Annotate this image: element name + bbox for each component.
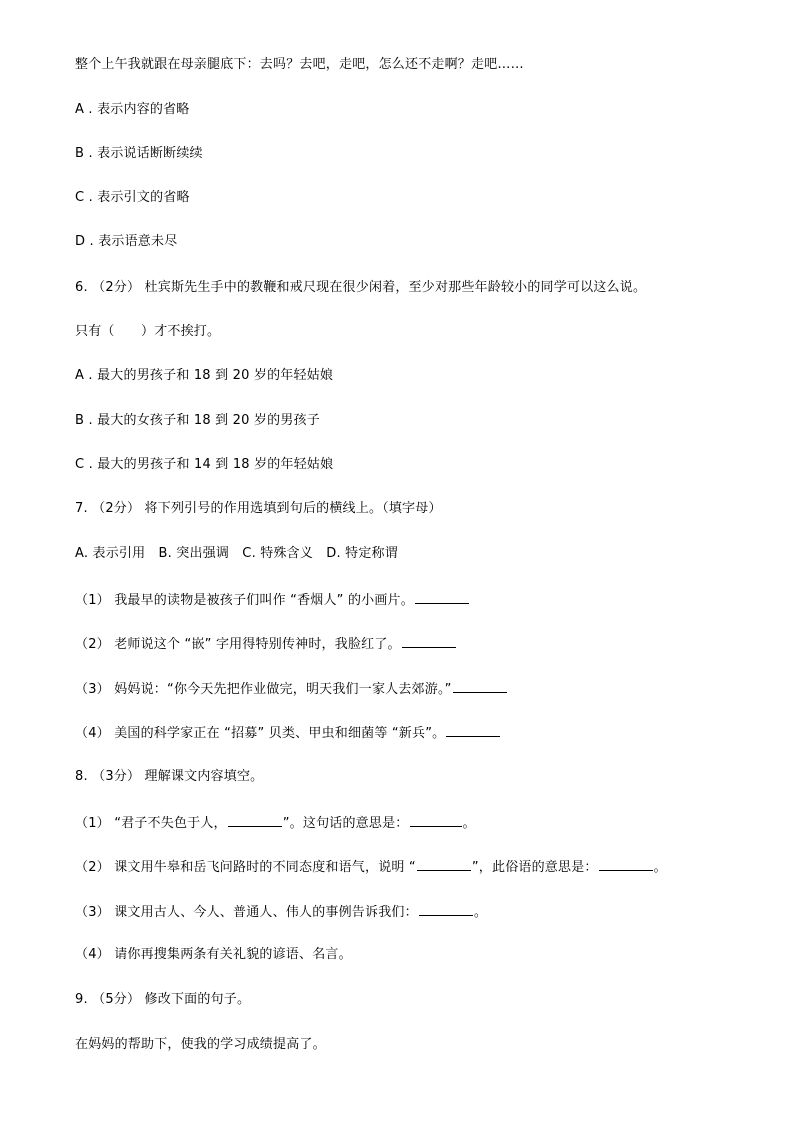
q7-item-2 <box>75 635 457 651</box>
q6-option-c[interactable]: C . 最大的男孩子和 14 到 18 岁的年轻姑娘 <box>75 457 334 472</box>
answer-blank[interactable] <box>228 814 282 827</box>
answer-blank[interactable] <box>453 680 507 693</box>
answer-blank[interactable] <box>417 858 471 871</box>
q9-heading: 9. （5分） 修改下面的句子。 <box>75 992 251 1007</box>
q5-option-b[interactable]: B . 表示说话断断续续 <box>75 146 203 161</box>
q9-sentence: 在妈妈的帮助下，使我的学习成绩提高了。 <box>75 1037 326 1052</box>
q7-item-4-text: （4） 美国的科学家正在 “招募” 贝类、甲虫和细菌等 “新兵”。 <box>75 726 446 741</box>
q8-heading: 8. （3分） 理解课文内容填空。 <box>75 769 264 784</box>
q7-item-1 <box>75 591 470 607</box>
q7-choices: A. 表示引用 B. 突出强调 C. 特殊含义 D. 特定称谓 <box>75 546 398 561</box>
q8-item-2 <box>75 858 667 874</box>
q8-item-3 <box>75 903 487 919</box>
q6-option-a[interactable]: A . 最大的男孩子和 18 到 20 岁的年轻姑娘 <box>75 368 334 383</box>
q7-item-4 <box>75 724 501 740</box>
q7-item-1-text: （1） 我最早的读物是被孩子们叫作 “香烟人” 的小画片。 <box>75 593 414 608</box>
q8-item-2-part-a: （2） 课文用牛皋和岳飞问路时的不同态度和语气，说明 “ <box>75 860 416 875</box>
answer-blank[interactable] <box>410 814 462 827</box>
passage-sentence: 整个上午我就跟在母亲腿底下：去吗？去吧，走吧，怎么还不走啊？走吧…… <box>75 57 524 72</box>
q8-item-1 <box>75 814 476 830</box>
q8-item-3-part-a: （3） 课文用古人、今人、普通人、伟人的事例告诉我们： <box>75 905 418 920</box>
q8-item-1-part-b: ”。这句话的意思是： <box>282 816 409 831</box>
q8-item-4: （4） 请你再搜集两条有关礼貌的谚语、名言。 <box>75 947 352 962</box>
q6-option-b[interactable]: B . 最大的女孩子和 18 到 20 岁的男孩子 <box>75 413 320 428</box>
answer-blank[interactable] <box>402 635 456 648</box>
q8-item-1-part-a: （1） “君子不失色于人， <box>75 816 227 831</box>
q5-option-a[interactable]: A . 表示内容的省略 <box>75 102 190 117</box>
q5-option-c[interactable]: C . 表示引文的省略 <box>75 190 190 205</box>
answer-blank[interactable] <box>419 903 473 916</box>
q8-item-1-part-c: 。 <box>462 816 476 831</box>
q7-item-3 <box>75 680 508 696</box>
answer-blank[interactable] <box>446 724 500 737</box>
q6-heading: 6. （2分） 杜宾斯先生手中的教鞭和戒尺现在很少闲着，至少对那些年龄较小的同学可以这么说。 <box>75 280 647 295</box>
q7-item-3-text: （3） 妈妈说：“你今天先把作业做完，明天我们一家人去郊游。” <box>75 682 452 697</box>
q8-item-2-part-c: 。 <box>653 860 667 875</box>
answer-blank[interactable] <box>415 591 469 604</box>
q5-option-d[interactable]: D . 表示语意未尽 <box>75 234 178 249</box>
answer-blank[interactable] <box>599 858 653 871</box>
q6-stem: 只有（ ）才不挨打。 <box>75 324 221 339</box>
q8-item-3-part-b: 。 <box>473 905 488 920</box>
q7-item-2-text: （2） 老师说这个 “嵌” 字用得特别传神时，我脸红了。 <box>75 637 401 652</box>
q7-heading: 7. （2分） 将下列引号的作用选填到句后的横线上。（填字母） <box>75 501 442 516</box>
q8-item-2-part-b: ”，此俗语的意思是： <box>471 860 598 875</box>
